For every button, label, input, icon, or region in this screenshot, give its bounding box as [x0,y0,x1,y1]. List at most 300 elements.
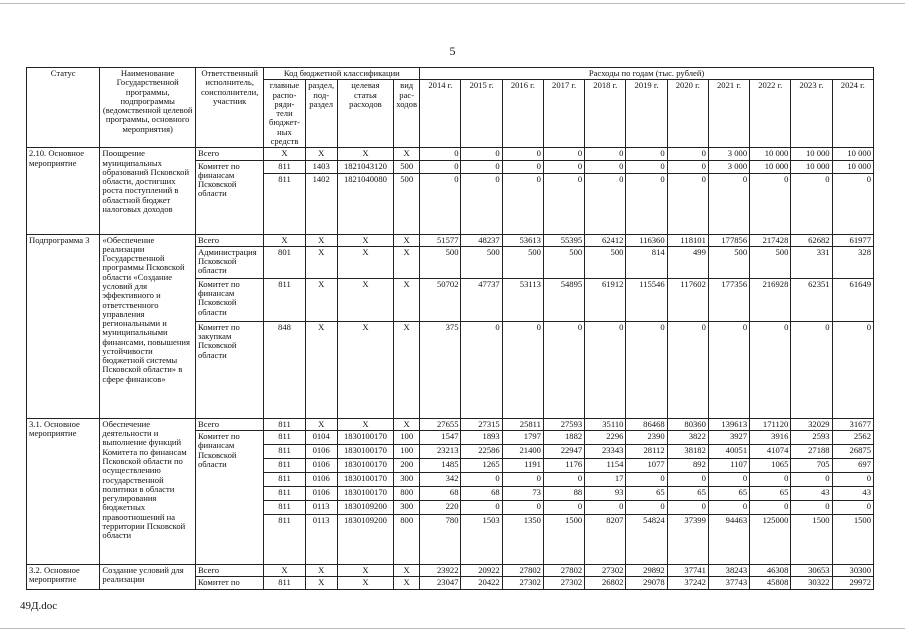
year-value-cell: 27655 [420,418,461,430]
year-value-cell: 65 [626,487,667,501]
year-value-cell: 37741 [667,565,708,577]
year-value-cell: 46308 [750,565,791,577]
year-value-cell: 2390 [626,431,667,445]
year-value-cell: 61649 [832,278,873,321]
code-cell: Х [337,246,393,278]
code-cell: 500 [394,160,420,173]
code-cell: 0106 [305,459,337,473]
year-value-cell: 0 [626,321,667,418]
year-value-cell: 62412 [585,234,626,246]
code-cell: Х [305,418,337,430]
year-value-cell: 23922 [420,565,461,577]
year-value-cell: 10 000 [750,160,791,173]
code-cell: 811 [264,445,305,459]
year-value-cell: 10 000 [791,148,832,160]
header-year: 2014 г. [420,80,461,148]
code-cell: Х [264,148,305,160]
year-value-cell: 1065 [750,459,791,473]
year-value-cell: 1485 [420,459,461,473]
year-value-cell: 1500 [832,515,873,565]
year-value-cell: 139613 [708,418,749,430]
year-value-cell: 0 [502,473,543,487]
year-value-cell: 0 [502,160,543,173]
header-year: 2023 г. [791,80,832,148]
code-cell: Х [337,565,393,577]
code-cell: 801 [264,246,305,278]
year-value-cell: 0 [832,501,873,515]
budget-table [26,67,874,590]
year-value-cell: 68 [420,487,461,501]
year-value-cell: 22947 [543,445,584,459]
row-responsible: Всего [195,418,263,430]
header-code-col: целевая статья расходов [337,80,393,148]
year-value-cell: 342 [420,473,461,487]
code-cell: 811 [264,577,305,589]
row-responsible: Администрация Псковской области [195,246,263,278]
year-value-cell: 10 000 [832,148,873,160]
year-value-cell: 499 [667,246,708,278]
year-value-cell: 0 [420,148,461,160]
code-cell: Х [305,278,337,321]
year-value-cell: 27302 [585,565,626,577]
code-cell: Х [264,234,305,246]
code-cell: Х [394,278,420,321]
year-value-cell: 88 [543,487,584,501]
table-header [27,68,874,148]
year-value-cell: 1350 [502,515,543,565]
table-row [27,418,874,430]
year-value-cell: 0 [543,148,584,160]
year-value-cell: 62351 [791,278,832,321]
year-value-cell: 26875 [832,445,873,459]
year-value-cell: 21400 [502,445,543,459]
year-value-cell: 0 [832,321,873,418]
year-value-cell: 27302 [502,577,543,589]
row-status: Подпрограмма 3 [27,234,100,418]
year-value-cell: 61912 [585,278,626,321]
year-value-cell: 2562 [832,431,873,445]
code-cell: 811 [264,515,305,565]
code-cell: Х [305,148,337,160]
code-cell: Х [394,234,420,246]
header-name: Наименование Государственной программы, подпрограммы (ведомственной целевой программы, основного мероприятия) [100,68,196,148]
year-value-cell: 0 [502,173,543,234]
year-value-cell: 23343 [585,445,626,459]
year-value-cell: 125000 [750,515,791,565]
row-name: Поощрение муниципальных образований Псковской области, достигших роста поступлений в областной бюджет налоговых доходов [100,148,196,234]
header-responsible: Ответственный исполнитель, соисполнители, участник [195,68,263,148]
code-cell: 811 [264,278,305,321]
year-value-cell: 0 [667,160,708,173]
year-value-cell: 500 [585,246,626,278]
year-value-cell: 0 [708,473,749,487]
year-value-cell: 20922 [461,565,502,577]
code-cell: Х [305,246,337,278]
code-cell: 1830100170 [337,431,393,445]
year-value-cell: 0 [585,160,626,173]
year-value-cell: 37242 [667,577,708,589]
row-responsible: Комитет по финансам Псковской области [195,160,263,234]
year-value-cell: 1893 [461,431,502,445]
year-value-cell: 0 [543,501,584,515]
year-value-cell: 38243 [708,565,749,577]
year-value-cell: 0 [667,501,708,515]
code-cell: Х [337,321,393,418]
year-value-cell: 177356 [708,278,749,321]
year-value-cell: 27302 [543,577,584,589]
year-value-cell: 93 [585,487,626,501]
code-cell: Х [264,565,305,577]
header-year: 2018 г. [585,80,626,148]
year-value-cell: 0 [420,173,461,234]
header-year: 2022 г. [750,80,791,148]
code-cell: 811 [264,173,305,234]
year-value-cell: 37743 [708,577,749,589]
year-value-cell: 500 [420,246,461,278]
header-year: 2019 г. [626,80,667,148]
year-value-cell: 0 [461,501,502,515]
row-responsible: Всего [195,148,263,160]
code-cell: 100 [394,445,420,459]
year-value-cell: 0 [626,473,667,487]
year-value-cell: 1882 [543,431,584,445]
year-value-cell: 3916 [750,431,791,445]
year-value-cell: 1077 [626,459,667,473]
header-years-group: Расходы по годам (тыс. рублей) [420,68,874,80]
code-cell: 0104 [305,431,337,445]
code-cell: 0113 [305,501,337,515]
header-year: 2020 г. [667,80,708,148]
year-value-cell: 30322 [791,577,832,589]
code-cell: Х [337,577,393,589]
year-value-cell: 0 [585,501,626,515]
year-value-cell: 0 [420,160,461,173]
year-value-cell: 17 [585,473,626,487]
year-value-cell: 27593 [543,418,584,430]
code-cell: 0106 [305,473,337,487]
year-value-cell: 0 [461,148,502,160]
scan-edge-top [0,3,905,4]
year-value-cell: 1107 [708,459,749,473]
row-responsible: Комитет по [195,577,263,589]
year-value-cell: 0 [750,173,791,234]
year-value-cell: 0 [667,473,708,487]
year-value-cell: 38182 [667,445,708,459]
year-value-cell: 35110 [585,418,626,430]
scan-edge-bottom [0,628,905,629]
code-cell: 0113 [305,515,337,565]
year-value-cell: 328 [832,246,873,278]
year-value-cell: 0 [832,173,873,234]
year-value-cell: 29972 [832,577,873,589]
year-value-cell: 780 [420,515,461,565]
year-value-cell: 1797 [502,431,543,445]
year-value-cell: 3822 [667,431,708,445]
year-value-cell: 41074 [750,445,791,459]
year-value-cell: 0 [585,173,626,234]
table-body [27,148,874,589]
page-number: 5 [449,44,456,58]
year-value-cell: 10 000 [750,148,791,160]
year-value-cell: 40051 [708,445,749,459]
header-year: 2017 г. [543,80,584,148]
year-value-cell: 22586 [461,445,502,459]
code-cell: Х [337,234,393,246]
year-value-cell: 814 [626,246,667,278]
year-value-cell: 705 [791,459,832,473]
year-value-cell: 25811 [502,418,543,430]
year-value-cell: 0 [543,473,584,487]
row-responsible: Комитет по закупкам Псковской области [195,321,263,418]
year-value-cell: 171120 [750,418,791,430]
year-value-cell: 73 [502,487,543,501]
year-value-cell: 28112 [626,445,667,459]
code-cell: 811 [264,160,305,173]
code-cell: 1402 [305,173,337,234]
year-value-cell: 0 [461,473,502,487]
year-value-cell: 47737 [461,278,502,321]
year-value-cell: 0 [502,501,543,515]
year-value-cell: 65 [708,487,749,501]
year-value-cell: 55395 [543,234,584,246]
code-cell: 300 [394,473,420,487]
header-code-col: вид рас-ходов [394,80,420,148]
year-value-cell: 0 [461,321,502,418]
year-value-cell: 892 [667,459,708,473]
year-value-cell: 32029 [791,418,832,430]
year-value-cell: 0 [626,173,667,234]
code-cell: 1830100170 [337,473,393,487]
code-cell: 811 [264,431,305,445]
year-value-cell: 0 [585,321,626,418]
year-value-cell: 697 [832,459,873,473]
code-cell: 848 [264,321,305,418]
year-value-cell: 117602 [667,278,708,321]
year-value-cell: 177856 [708,234,749,246]
year-value-cell: 0 [667,321,708,418]
year-value-cell: 0 [667,173,708,234]
year-value-cell: 0 [626,501,667,515]
code-cell: 0106 [305,445,337,459]
header-code-col: главные распо-ряди-тели бюджет-ных средств [264,80,305,148]
code-cell: Х [394,565,420,577]
year-value-cell: 0 [791,501,832,515]
year-value-cell: 500 [543,246,584,278]
code-cell: 811 [264,418,305,430]
year-value-cell: 0 [832,473,873,487]
code-cell: 1830109200 [337,501,393,515]
year-value-cell: 26802 [585,577,626,589]
year-value-cell: 220 [420,501,461,515]
year-value-cell: 500 [708,246,749,278]
code-cell: Х [305,577,337,589]
year-value-cell: 23047 [420,577,461,589]
code-cell: Х [337,278,393,321]
code-cell: 1830100170 [337,487,393,501]
code-cell: 1830109200 [337,515,393,565]
year-value-cell: 0 [708,173,749,234]
code-cell: Х [394,418,420,430]
year-value-cell: 30300 [832,565,873,577]
year-value-cell: 10 000 [791,160,832,173]
year-value-cell: 1176 [543,459,584,473]
year-value-cell: 1154 [585,459,626,473]
year-value-cell: 50702 [420,278,461,321]
header-year: 2021 г. [708,80,749,148]
year-value-cell: 10 000 [832,160,873,173]
year-value-cell: 0 [543,173,584,234]
year-value-cell: 500 [502,246,543,278]
year-value-cell: 68 [461,487,502,501]
year-value-cell: 1547 [420,431,461,445]
code-cell: 100 [394,431,420,445]
code-cell: Х [305,321,337,418]
header-code-col: раздел, под-раздел [305,80,337,148]
code-cell: Х [394,246,420,278]
document-filename: 49Д.doc [20,600,58,612]
code-cell: 1821040080 [337,173,393,234]
code-cell: 1830100170 [337,459,393,473]
year-value-cell: 2593 [791,431,832,445]
year-value-cell: 61977 [832,234,873,246]
year-value-cell: 0 [708,501,749,515]
code-cell: 811 [264,473,305,487]
year-value-cell: 65 [750,487,791,501]
year-value-cell: 45808 [750,577,791,589]
header-status: Статус [27,68,100,148]
year-value-cell: 29078 [626,577,667,589]
year-value-cell: 27315 [461,418,502,430]
year-value-cell: 0 [750,501,791,515]
year-value-cell: 54895 [543,278,584,321]
year-value-cell: 0 [543,321,584,418]
year-value-cell: 43 [832,487,873,501]
year-value-cell: 3927 [708,431,749,445]
code-cell: Х [337,418,393,430]
year-value-cell: 500 [750,246,791,278]
row-responsible: Комитет по финансам Псковской области [195,431,263,565]
year-value-cell: 31677 [832,418,873,430]
table-row [27,565,874,577]
row-name: Обеспечение деятельности и выполнение функций Комитета по финансам Псковской области по осуществлению государственной политики в области регулирования бюджетных правоотношений на территории Псковской области [100,418,196,564]
year-value-cell: 0 [626,148,667,160]
code-cell: 811 [264,501,305,515]
year-value-cell: 118101 [667,234,708,246]
year-value-cell: 217428 [750,234,791,246]
year-value-cell: 0 [626,160,667,173]
year-value-cell: 0 [708,321,749,418]
year-value-cell: 27188 [791,445,832,459]
year-value-cell: 8207 [585,515,626,565]
year-value-cell: 331 [791,246,832,278]
year-value-cell: 20422 [461,577,502,589]
year-value-cell: 3 000 [708,148,749,160]
year-value-cell: 0 [667,148,708,160]
year-value-cell: 80360 [667,418,708,430]
year-value-cell: 86468 [626,418,667,430]
header-code-group: Код бюджетной классификации [264,68,420,80]
row-name: Создание условий для реализации [100,565,196,590]
year-value-cell: 37399 [667,515,708,565]
year-value-cell: 27802 [502,565,543,577]
year-value-cell: 53613 [502,234,543,246]
year-value-cell: 65 [667,487,708,501]
year-value-cell: 48237 [461,234,502,246]
row-status: 3.1. Основное мероприятие [27,418,100,564]
table-row [27,234,874,246]
code-cell: 800 [394,487,420,501]
code-cell: Х [394,148,420,160]
year-value-cell: 0 [543,160,584,173]
year-value-cell: 1265 [461,459,502,473]
code-cell: Х [394,321,420,418]
code-cell: Х [305,565,337,577]
year-value-cell: 2296 [585,431,626,445]
code-cell: Х [337,148,393,160]
year-value-cell: 115546 [626,278,667,321]
code-cell: 811 [264,459,305,473]
table-row [27,148,874,160]
year-value-cell: 1191 [502,459,543,473]
year-value-cell: 30653 [791,565,832,577]
row-responsible: Всего [195,565,263,577]
row-name: «Обеспечение реализации Государственной программы Псковской области «Создание условий для эффективного и ответственного управления региональными и муниципальными финансами, повышения устойчивости бюджетной системы Псковской области» в сфере финансов» [100,234,196,418]
code-cell: 200 [394,459,420,473]
year-value-cell: 3 000 [708,160,749,173]
year-value-cell: 27802 [543,565,584,577]
year-value-cell: 375 [420,321,461,418]
year-value-cell: 1503 [461,515,502,565]
year-value-cell: 51577 [420,234,461,246]
year-value-cell: 0 [461,160,502,173]
year-value-cell: 0 [502,148,543,160]
row-status: 3.2. Основное мероприятие [27,565,100,590]
year-value-cell: 23213 [420,445,461,459]
year-value-cell: 500 [461,246,502,278]
year-value-cell: 216928 [750,278,791,321]
code-cell: 0106 [305,487,337,501]
code-cell: 1403 [305,160,337,173]
year-value-cell: 0 [461,173,502,234]
year-value-cell: 0 [750,473,791,487]
year-value-cell: 94463 [708,515,749,565]
code-cell: 500 [394,173,420,234]
code-cell: Х [305,234,337,246]
row-responsible: Всего [195,234,263,246]
code-cell: Х [394,577,420,589]
year-value-cell: 43 [791,487,832,501]
header-year: 2024 г. [832,80,873,148]
year-value-cell: 54824 [626,515,667,565]
code-cell: 811 [264,487,305,501]
year-value-cell: 0 [791,173,832,234]
row-responsible: Комитет по финансам Псковской области [195,278,263,321]
year-value-cell: 0 [791,321,832,418]
year-value-cell: 1500 [543,515,584,565]
year-value-cell: 0 [502,321,543,418]
row-status: 2.10. Основное мероприятие [27,148,100,234]
code-cell: 300 [394,501,420,515]
header-year: 2016 г. [502,80,543,148]
year-value-cell: 0 [585,148,626,160]
year-value-cell: 29892 [626,565,667,577]
year-value-cell: 1500 [791,515,832,565]
year-value-cell: 62682 [791,234,832,246]
code-cell: 800 [394,515,420,565]
year-value-cell: 0 [791,473,832,487]
code-cell: 1821043120 [337,160,393,173]
year-value-cell: 0 [750,321,791,418]
